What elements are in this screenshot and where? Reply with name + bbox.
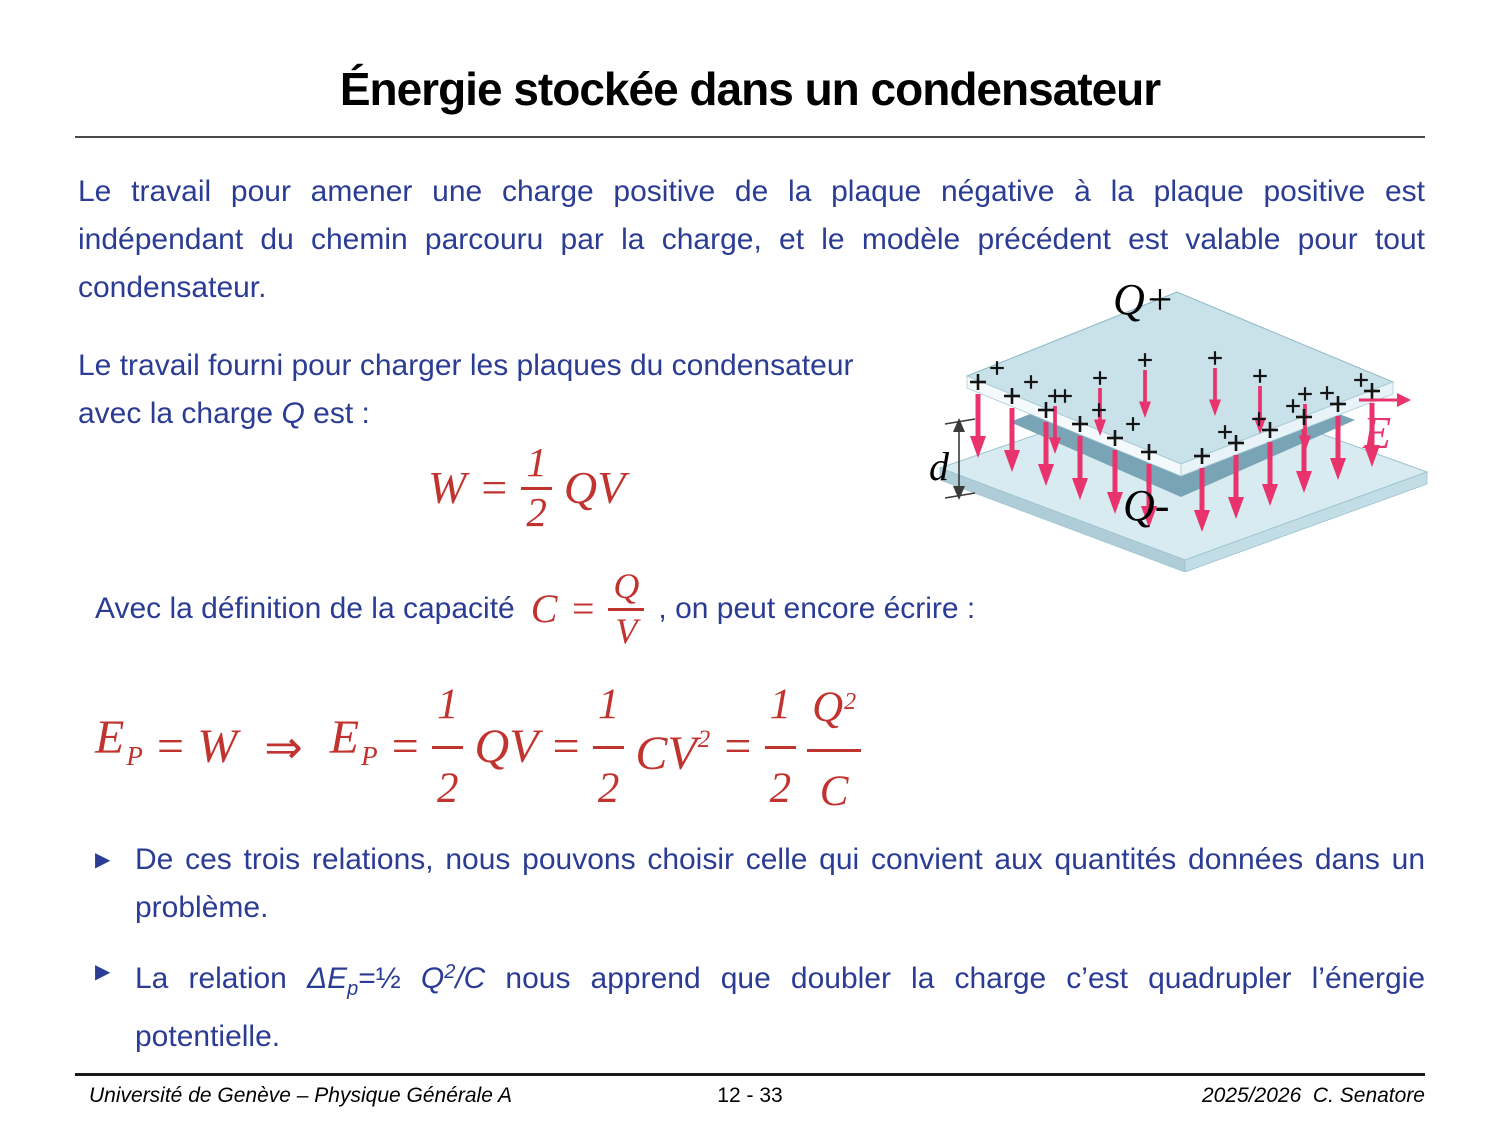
formula-work-lhs: W xyxy=(428,462,467,514)
work-line1: Le travail fourni pour charger les plaques du condensateur xyxy=(78,349,854,382)
bullet-1-text: De ces trois relations, nous pouvons choisir celle qui convient aux quantités données dans un problème. xyxy=(135,843,1425,924)
bullet-triangle-icon: ▶ xyxy=(95,961,111,983)
footer-author-year: 2025/2026 C. Senatore xyxy=(1201,1084,1425,1107)
capacitor-diagram xyxy=(925,272,1445,572)
bullet-triangle-icon: ▶ xyxy=(95,849,111,871)
fraction-q2-over-c: $\frac{Q^2}{C}$ xyxy=(807,664,861,830)
fraction-one-half: $\frac{1}{2}$ xyxy=(593,667,625,827)
footer-institution: Université de Genève – Physique Générale A xyxy=(89,1084,512,1107)
ep-term: $E_P$ xyxy=(329,711,378,771)
footer-divider xyxy=(75,1073,1425,1076)
e-field-label: E xyxy=(1363,407,1392,458)
formula-capacity: C = $\frac{Q}{V}$ xyxy=(531,568,645,649)
ep-term: $E_P$ xyxy=(95,711,143,771)
d-label: d xyxy=(929,444,949,489)
equals-sign: = xyxy=(721,720,754,773)
work-line2: avec la charge Q est : xyxy=(78,397,370,430)
fraction-one-half: $\frac{1}{2}$ xyxy=(521,442,552,534)
formula-energy xyxy=(95,664,861,830)
q-plus-label: Q+ xyxy=(1113,275,1175,324)
equals-sign: = xyxy=(478,462,510,514)
capacity-pre-text: Avec la définition de la capacité xyxy=(95,591,515,625)
qv-term: QV xyxy=(474,720,539,773)
equals-sign: = xyxy=(549,720,582,773)
fraction-q-over-v: $\frac{Q}{V}$ xyxy=(608,568,644,649)
slide-title: Énergie stockée dans un condensateur xyxy=(339,63,1161,115)
footer-page-number: 12 - 33 xyxy=(717,1084,783,1107)
capacity-sentence xyxy=(95,568,975,649)
fraction-one-half: $\frac{1}{2}$ xyxy=(765,667,797,827)
title-divider xyxy=(75,136,1425,138)
implies-arrow-icon: ⇒ xyxy=(264,720,303,774)
formula-work xyxy=(428,439,626,535)
variable-q: Q xyxy=(281,397,305,430)
equals-sign: = xyxy=(388,720,421,773)
intro-paragraph: Le travail pour amener une charge positive de la plaque négative à la plaque positive est indépendant du chemin parcouru par la charge, et le modèle précédent est valable pour tout condensateur. xyxy=(78,175,1425,304)
fraction-one-half: $\frac{1}{2}$ xyxy=(432,667,464,827)
capacity-post-text: , on peut encore écrire : xyxy=(658,591,976,625)
equals-sign: = xyxy=(569,586,597,632)
bullet-item-1 xyxy=(95,836,1425,932)
bullet-item-2 xyxy=(95,948,1425,1061)
work-paragraph xyxy=(78,342,958,438)
bullet-2-text: La relation $\Delta E_p=\frac{1}{2}$ $Q^2/C$ nous apprend que doubler la charge c’est quadrupler l’énergie potentielle. xyxy=(135,961,1426,1053)
delta-e-term: $\Delta E_p$ xyxy=(306,962,359,1000)
equals-sign: = xyxy=(153,720,187,773)
formula-work-rhs: QV xyxy=(563,462,626,514)
q-minus-label: Q- xyxy=(1123,481,1170,530)
cv-squared-term: $CV^2$ xyxy=(635,726,711,780)
w-term: W xyxy=(197,720,238,773)
q-squared-term: $Q^2$ xyxy=(420,961,456,995)
